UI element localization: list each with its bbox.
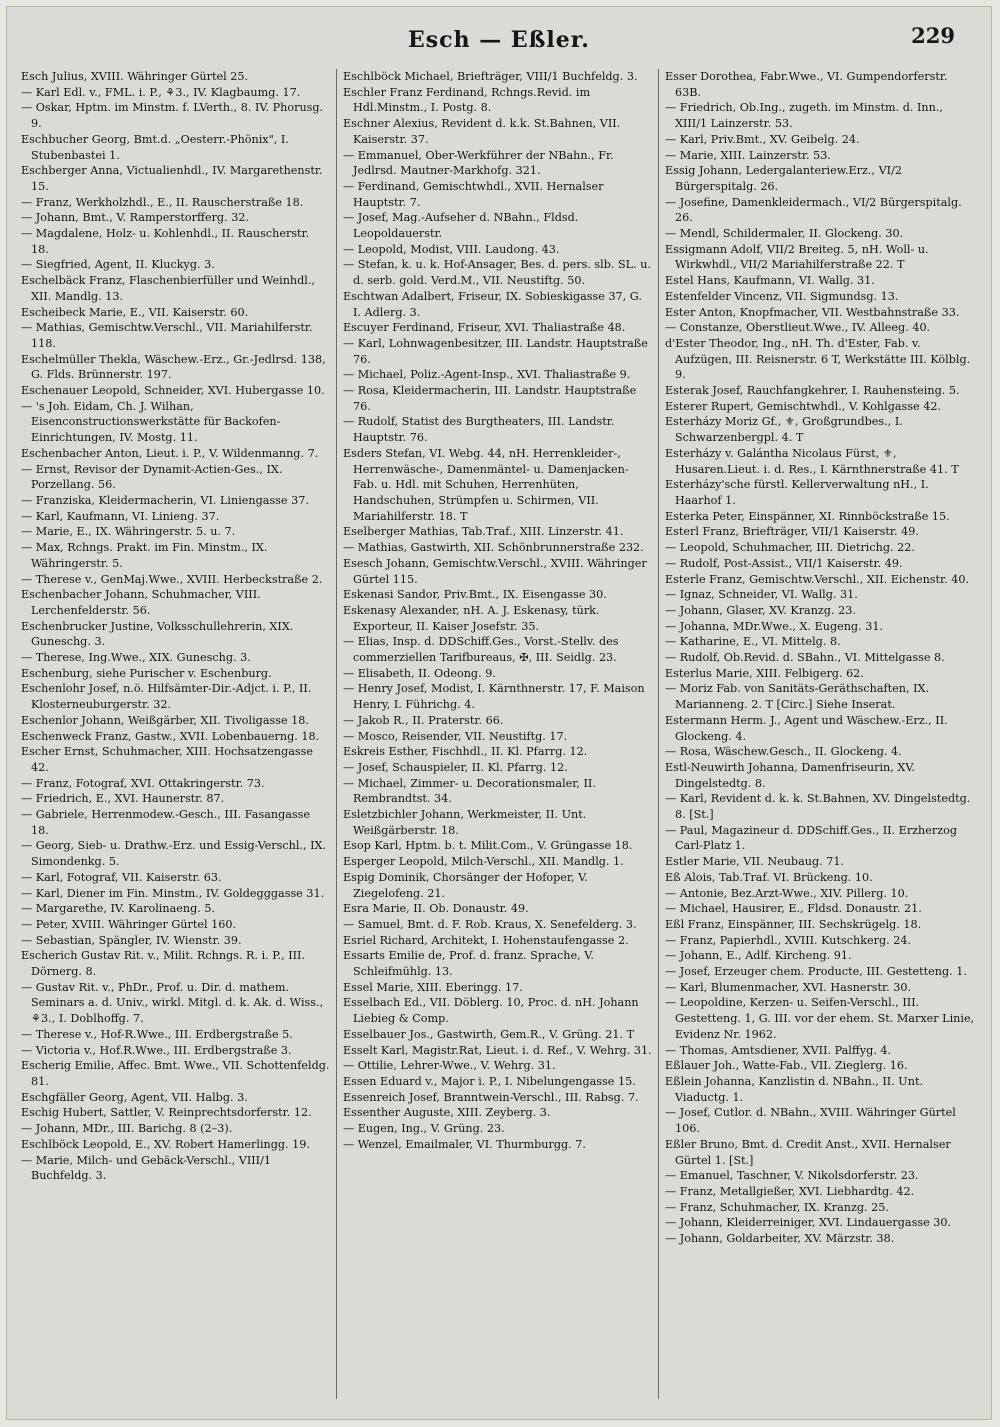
directory-entry: — Ottilie, Lehrer-Wwe., V. Wehrg. 31.	[343, 1059, 556, 1073]
directory-entry: — Franz, Metallgießer, XVI. Liebhardtg. 42.	[665, 1184, 915, 1198]
directory-entry: Eschenlor Johann, Weißgärber, XII. Tivoligasse 18.	[21, 713, 309, 727]
directory-entry: — Peter, XVIII. Währinger Gürtel 160.	[21, 917, 237, 931]
directory-entry: — Karl, Priv.Bmt., XV. Geibelg. 24.	[665, 132, 860, 146]
directory-entry: Essig Johann, Ledergalanteriew.Erz., VI/2 Bürgerspitalg. 26.	[665, 164, 902, 193]
directory-entry: Essen Eduard v., Major i. P., I. Nibelungengasse 15.	[343, 1075, 636, 1088]
directory-entry: Eßler Bruno, Bmt. d. Credit Anst., XVII. Hernalser Gürtel 1. [St.]	[665, 1137, 951, 1167]
directory-entry: Eskenasy Alexander, nH. A. J. Eskenasy, türk. Exporteur, II. Kaiser Josefstr. 35.	[343, 603, 600, 633]
directory-entry: — Karl Edl. v., FML. i. P., ⚘3., IV. Klagbaumg. 17.	[21, 85, 301, 99]
directory-entry: Ester Anton, Knopfmacher, VII. Westbahnstraße 33.	[665, 305, 960, 319]
directory-entry: — Johanna, MDr.Wwe., X. Eugeng. 31.	[665, 619, 883, 633]
directory-entry: — Friedrich, E., XVI. Haunerstr. 87.	[21, 792, 225, 806]
page-title: Esch — Eßler.	[408, 27, 590, 53]
directory-entry: — Johann, Bmt., V. Ramperstorfferg. 32.	[21, 211, 249, 225]
directory-entry: — Franz, Werkholzhdl., E., II. Rauscherstraße 18.	[21, 195, 304, 209]
directory-entry: — Eugen, Ing., V. Grüng. 23.	[343, 1122, 505, 1136]
directory-entry: — Ferdinand, Gemischtwhdl., XVII. Hernalser Hauptstr. 7.	[343, 179, 604, 209]
directory-entry: Essenther Auguste, XIII. Zeyberg. 3.	[343, 1106, 551, 1120]
directory-entry: Eßlauer Joh., Watte-Fab., VII. Zieglerg. 16.	[665, 1059, 908, 1073]
directory-entry: — Josef, Cutlor. d. NBahn., XVIII. Währinger Gürtel 106.	[665, 1106, 956, 1136]
directory-entry: Eschgfäller Georg, Agent, VII. Halbg. 3.	[21, 1090, 248, 1104]
directory-entry: — Siegfried, Agent, II. Kluckyg. 3.	[21, 258, 215, 272]
directory-entry: Esra Marie, II. Ob. Donaustr. 49.	[343, 902, 529, 916]
directory-entry: Eskenasi Sandor, Priv.Bmt., IX. Eisengasse 30.	[343, 588, 607, 602]
directory-entry: — Marie, Milch- und Gebäck-Verschl., VIII/1 Buchfeldg. 3.	[21, 1153, 271, 1183]
directory-entry: Eßlein Johanna, Kanzlistin d. NBahn., II. Unt. Viaductg. 1.	[665, 1075, 923, 1104]
directory-entry: — Michael, Hausirer, E., Fldsd. Donaustr. 21.	[665, 902, 922, 916]
directory-entry: Esterle Franz, Gemischtw.Verschl., XII. Eichenstr. 40.	[665, 572, 970, 586]
directory-entry: — Mosco, Reisender, VII. Neustiftg. 17.	[343, 729, 568, 743]
directory-entry: Estermann Herm. J., Agent und Wäschew.-Erz., II. Glockeng. 4.	[665, 713, 948, 743]
directory-entry: — Leopold, Modist, VIII. Laudong. 43.	[343, 242, 560, 256]
directory-entry: — Josef, Schauspieler, II. Kl. Pfarrg. 12.	[343, 760, 568, 774]
directory-entry: Eschenlohr Josef, n.ö. Hilfsämter-Dir.-Adjct. i. P., II. Klosterneuburgerstr. 32.	[21, 682, 312, 712]
directory-entry: — Ignaz, Schneider, VI. Wallg. 31.	[665, 588, 858, 602]
directory-entry: — Johann, Kleiderreiniger, XVI. Lindauergasse 30.	[665, 1216, 952, 1230]
directory-entry: Esesch Johann, Gemischtw.Verschl., XVIII. Währinger Gürtel 115.	[343, 556, 647, 586]
directory-entry: Esterlus Marie, XIII. Felbigerg. 62.	[665, 666, 864, 680]
directory-entry: Esterka Peter, Einspänner, XI. Rinnböckstraße 15.	[665, 509, 950, 523]
directory-entry: Escher Ernst, Schuhmacher, XIII. Hochsatzengasse 42.	[21, 745, 313, 774]
directory-entry: — Mathias, Gemischtw.Verschl., VII. Mariahilferstr. 118.	[21, 321, 313, 350]
directory-entry: Esterházy Moriz Gf., ⚜, Großgrundbes., I. Schwarzenbergpl. 4. T	[665, 415, 903, 445]
directory-entry: — Marie, XIII. Lainzerstr. 53.	[665, 148, 831, 162]
directory-entry: Estler Marie, VII. Neubaug. 71.	[665, 855, 845, 869]
directory-entry: — Jakob R., II. Praterstr. 66.	[343, 713, 504, 727]
directory-entry: Esselbauer Jos., Gastwirth, Gem.R., V. Grüng. 21. T	[343, 1027, 635, 1041]
directory-entry: — Rudolf, Post-Assist., VII/1 Kaiserstr. 49.	[665, 556, 903, 570]
directory-entry: — Johann, Goldarbeiter, XV. Märzstr. 38.	[665, 1232, 895, 1246]
directory-entry: Esser Dorothea, Fabr.Wwe., VI. Gumpendorferstr. 63B.	[665, 70, 948, 99]
directory-entry: Escuyer Ferdinand, Friseur, XVI. Thaliastraße 48.	[343, 321, 626, 335]
directory-entry: Esch Julius, XVIII. Währinger Gürtel 25.	[21, 70, 249, 83]
directory-entry: — Therese v., GenMaj.Wwe., XVIII. Herbeckstraße 2.	[21, 572, 323, 586]
directory-entry: — Michael, Poliz.-Agent-Insp., XVI. Thaliastraße 9.	[343, 368, 631, 382]
directory-entry: — Franz, Schuhmacher, IX. Kranzg. 25.	[665, 1200, 889, 1214]
directory-entry: Eschler Franz Ferdinand, Rchngs.Revid. im Hdl.Minstm., I. Postg. 8.	[343, 85, 591, 115]
directory-entry: Escheibeck Marie, E., VII. Kaiserstr. 60.	[21, 305, 249, 319]
directory-entry: Esterházy'sche fürstl. Kellerverwaltung nH., I. Haarhof 1.	[665, 478, 929, 507]
directory-entry: — Rosa, Kleidermacherin, III. Landstr. Hauptstraße 76.	[343, 384, 637, 413]
directory-entry: — Stefan, k. u. k. Hof-Ansager, Bes. d. pers. slb. SL. u. d. serb. gold. Verd.M., VII. Neustiftg. 50.	[343, 258, 651, 288]
directory-entry: — Emmanuel, Ober-Werkführer der NBahn., Fr. Jedlrsd. Mautner-Markhofg. 321.	[343, 148, 614, 178]
directory-entry: — Emanuel, Taschner, V. Nikolsdorferstr. 23.	[665, 1169, 919, 1183]
directory-entry: Eschberger Anna, Victualienhdl., IV. Margarethenstr. 15.	[21, 164, 323, 193]
directory-entry: — Rudolf, Ob.Revid. d. SBahn., VI. Mittelgasse 8.	[665, 651, 945, 665]
directory-entry: Esterak Josef, Rauchfangkehrer, I. Rauhensteing. 5.	[665, 384, 960, 398]
directory-entry: — Wenzel, Emailmaler, VI. Thurmburgg. 7.	[343, 1137, 586, 1151]
directory-entry: Eschig Hubert, Sattler, V. Reinprechtsdorferstr. 12.	[21, 1106, 312, 1120]
directory-entry: Eselberger Mathias, Tab.Traf., XIII. Linzerstr. 41.	[343, 525, 624, 539]
directory-entry: — Franziska, Kleidermacherin, VI. Liniengasse 37.	[21, 493, 309, 507]
directory-entry: Esders Stefan, VI. Webg. 44, nH. Herrenkleider-, Herrenwäsche-, Damenmäntel- u. Damenjacken-Fab. u. Hdl. mit Schuhen, Herrenhüten, Handschuhen, Strümpfen u. Schirmen, VII. Mariahilferstr. 18. T	[343, 446, 629, 523]
directory-entry: — Antonie, Bez.Arzt-Wwe., XIV. Pillerg. 10.	[665, 886, 909, 900]
directory-page	[6, 6, 992, 1420]
directory-entry: Eschenbacher Anton, Lieut. i. P., V. Wildenmanng. 7.	[21, 446, 319, 460]
directory-entry: Esop Karl, Hptm. b. t. Milit.Com., V. Grüngasse 18.	[343, 839, 633, 853]
directory-entry: — Johann, Glaser, XV. Kranzg. 23.	[665, 603, 856, 617]
directory-entry: Eschlböck Michael, Briefträger, VIII/1 Buchfeldg. 3.	[343, 70, 638, 83]
directory-entry: — Karl, Lohnwagenbesitzer, III. Landstr. Hauptstraße 76.	[343, 336, 648, 366]
directory-entry: Eschenbacher Johann, Schuhmacher, VIII. Lerchenfelderstr. 56.	[21, 588, 261, 617]
directory-entry: — Marie, E., IX. Währingerstr. 5. u. 7.	[21, 525, 236, 539]
directory-entry: Eschner Alexius, Revident d. k.k. St.Bahnen, VII. Kaiserstr. 37.	[343, 117, 621, 146]
directory-entry: — Karl, Revident d. k. k. St.Bahnen, XV. Dingelstedtg. 8. [St.]	[665, 792, 971, 822]
directory-entry: — Gustav Rit. v., PhDr., Prof. u. Dir. d. mathem. Seminars a. d. Univ., wirkl. Mitgl. d. k. Ak. d. Wiss., ⚘3., I. Doblhoffg. 7.	[21, 980, 324, 1026]
directory-entry: Esriel Richard, Architekt, I. Hohenstaufengasse 2.	[343, 933, 629, 947]
directory-entry: Eschelmüller Thekla, Wäschew.-Erz., Gr.-Jedlrsd. 138, G. Flds. Brünnerstr. 197.	[21, 352, 326, 382]
directory-entry: — Mendl, Schildermaler, II. Glockeng. 30.	[665, 227, 904, 241]
directory-entry: — Margarethe, IV. Karolinaeng. 5.	[21, 902, 216, 916]
directory-entry: Essarts Emilie de, Prof. d. franz. Sprache, V. Schleifmühlg. 13.	[343, 949, 594, 979]
column-2	[337, 69, 659, 1399]
directory-entry: Esterer Rupert, Gemischtwhdl., V. Kohlgasse 42.	[665, 399, 941, 413]
directory-entry: — Georg, Sieb- u. Drathw.-Erz. und Essig-Verschl., IX. Simondenkg. 5.	[21, 839, 327, 869]
directory-entry: — Elias, Insp. d. DDSchiff.Ges., Vorst.-Stellv. des commerziellen Tarifbureaus, ✠, III. Seidlg. 23.	[343, 635, 619, 665]
directory-entry: — Magdalene, Holz- u. Kohlenhdl., II. Rauscherstr. 18.	[21, 227, 310, 256]
directory-entry: — Sebastian, Spängler, IV. Wienstr. 39.	[21, 933, 242, 947]
directory-entry: — Franz, Papierhdl., XVIII. Kutschkerg. 24.	[665, 933, 912, 947]
page-header	[7, 23, 991, 61]
directory-entry: — Franz, Fotograf, XVI. Ottakringerstr. 73.	[21, 776, 265, 790]
directory-entry: — Karl, Blumenmacher, XVI. Hasnerstr. 30.	[665, 980, 912, 994]
directory-entry: — Leopold, Schuhmacher, III. Dietrichg. 22.	[665, 541, 915, 555]
directory-entry: Esterl Franz, Briefträger, VII/1 Kaiserstr. 49.	[665, 525, 919, 539]
directory-entry: — Josef, Mag.-Aufseher d. NBahn., Fldsd. Leopoldauerstr.	[343, 211, 579, 241]
directory-entry: Escherig Emilie, Affec. Bmt. Wwe., VII. Schottenfeldg. 81.	[21, 1059, 330, 1088]
directory-entry: Esperger Leopold, Milch-Verschl., XII. Mandlg. 1.	[343, 855, 624, 869]
directory-entry: — Rudolf, Statist des Burgtheaters, III. Landstr. Hauptstr. 76.	[343, 415, 615, 445]
directory-entry: Eschbucher Georg, Bmt.d. „Oesterr.-Phönix", I. Stubenbastei 1.	[21, 132, 289, 162]
directory-entry: d'Ester Theodor, Ing., nH. Th. d'Ester, Fab. v. Aufzügen, III. Reisnerstr. 6 T, Werkstätte III. Kölblg. 9.	[665, 336, 971, 382]
directory-entry: — Samuel, Bmt. d. F. Rob. Kraus, X. Senefelderg. 3.	[343, 917, 637, 931]
directory-entry: — Moriz Fab. von Sanitäts-Geräthschaften, IX. Marianneng. 2. T [Circ.] Siehe Inserat.	[665, 682, 930, 712]
directory-entry: Eß Alois, Tab.Traf. VI. Brückeng. 10.	[665, 870, 873, 884]
directory-entry: Eschenbrucker Justine, Volksschullehrerin, XIX. Guneschg. 3.	[21, 619, 294, 649]
directory-entry: — Johann, E., Adlf. Kircheng. 91.	[665, 949, 852, 963]
directory-entry: — Karl, Kaufmann, VI. Linieng. 37.	[21, 509, 220, 523]
column-3	[659, 69, 981, 1399]
page-number: 229	[911, 23, 955, 48]
directory-entry: — Therese, Ing.Wwe., XIX. Guneschg. 3.	[21, 651, 251, 665]
directory-entry: Eschlböck Leopold, E., XV. Robert Hamerlingg. 19.	[21, 1137, 310, 1151]
directory-entry: Esselbach Ed., VII. Döblerg. 10, Proc. d. nH. Johann Liebieg & Comp.	[343, 996, 639, 1026]
directory-entry: — Karl, Fotograf, VII. Kaiserstr. 63.	[21, 870, 222, 884]
directory-entry: Estenfelder Vincenz, VII. Sigmundsg. 13.	[665, 289, 899, 303]
directory-entry: Essigmann Adolf, VII/2 Breiteg. 5, nH. Woll- u. Wirkwhdl., VII/2 Mariahilferstraße 22. T	[665, 242, 929, 272]
directory-entry: Eschtwan Adalbert, Friseur, IX. Sobieskigasse 37, G. I. Adlerg. 3.	[343, 289, 642, 319]
directory-entry: — Thomas, Amtsdiener, XVII. Palffyg. 4.	[665, 1043, 892, 1057]
directory-entry: Espig Dominik, Chorsänger der Hofoper, V. Ziegelofeng. 21.	[343, 870, 588, 900]
directory-entry: Estel Hans, Kaufmann, VI. Wallg. 31.	[665, 274, 875, 288]
directory-entry: Eßl Franz, Einspänner, III. Sechskrügelg. 18.	[665, 917, 922, 931]
directory-entry: — Friedrich, Ob.Ing., zugeth. im Minstm. d. Inn., XIII/1 Lainzerstr. 53.	[665, 101, 943, 131]
directory-entry: Eschenburg, siehe Purischer v. Eschenburg.	[21, 666, 272, 680]
directory-entry: Essel Marie, XIII. Eberingg. 17.	[343, 980, 523, 994]
directory-entry: — Josefine, Damenkleidermach., VI/2 Bürgerspitalg. 26.	[665, 195, 962, 225]
directory-entry: — Rosa, Wäschew.Gesch., II. Glockeng. 4.	[665, 745, 902, 759]
directory-entry: — Johann, MDr., III. Barichg. 8 (2–3).	[21, 1122, 233, 1136]
directory-entry: Esselt Karl, Magistr.Rat, Lieut. i. d. Ref., V. Wehrg. 31.	[343, 1043, 652, 1057]
directory-entry: — Katharine, E., VI. Mittelg. 8.	[665, 635, 841, 649]
directory-entry: — Mathias, Gastwirth, XII. Schönbrunnerstraße 232.	[343, 541, 644, 555]
directory-entry: — Oskar, Hptm. im Minstm. f. LVerth., 8. IV. Phorusg. 9.	[21, 101, 324, 131]
directory-entry: — Therese v., Hof-R.Wwe., III. Erdbergstraße 5.	[21, 1027, 293, 1041]
directory-entry: Eschelbäck Franz, Flaschenbierfüller und Weinhdl., XII. Mandlg. 13.	[21, 274, 315, 303]
directory-entry: — Paul, Magazineur d. DDSchiff.Ges., II. Erzherzog Carl-Platz 1.	[665, 823, 958, 853]
directory-entry: Eskreis Esther, Fischhdl., II. Kl. Pfarrg. 12.	[343, 745, 588, 759]
directory-entry: — Karl, Diener im Fin. Minstm., IV. Goldegggasse 31.	[21, 886, 325, 900]
directory-entry: Esterházy v. Galántha Nicolaus Fürst, ⚜, Husaren.Lieut. i. d. Res., I. Kärnthnerstraße 41. T	[665, 446, 959, 476]
directory-entry: — Elisabeth, II. Odeong. 9.	[343, 666, 496, 680]
directory-entry: — Michael, Zimmer- u. Decorationsmaler, II. Rembrandtst. 34.	[343, 776, 596, 806]
directory-entry: — Josef, Erzeuger chem. Producte, III. Gestetteng. 1.	[665, 965, 967, 979]
directory-entry: — Henry Josef, Modist, I. Kärnthnerstr. 17, F. Maison Henry, I. Führichg. 4.	[343, 682, 645, 712]
directory-entry: Escherich Gustav Rit. v., Milit. Rchngs. R. i. P., III. Dörnerg. 8.	[21, 949, 306, 979]
directory-entry: Esletzbichler Johann, Werkmeister, II. Unt. Weißgärberstr. 18.	[343, 808, 587, 837]
directory-entry: Eschenauer Leopold, Schneider, XVI. Hubergasse 10.	[21, 384, 325, 398]
column-1	[15, 69, 337, 1399]
directory-entry: — Leopoldine, Kerzen- u. Seifen-Verschl., III. Gestetteng. 1, G. III. vor der ehem. St. Marxer Linie, Evidenz Nr. 1962.	[665, 996, 975, 1041]
directory-entry: — Max, Rchngs. Prakt. im Fin. Minstm., IX. Währingerstr. 5.	[21, 541, 268, 570]
directory-entry: Estl-Neuwirth Johanna, Damenfriseurin, XV. Dingelstedtg. 8.	[665, 760, 916, 790]
directory-entry: — Ernst, Revisor der Dynamit-Actien-Ges., IX. Porzellang. 56.	[21, 462, 283, 492]
directory-entry: — Gabriele, Herrenmodew.-Gesch., III. Fasangasse 18.	[21, 808, 311, 837]
directory-entry: — 's Joh. Eidam, Ch. J. Wilhan, Eisenconstructionswerkstätte für Backofen-Einrichtungen, IV. Mostg. 11.	[21, 399, 281, 445]
directory-entry: Eschenweck Franz, Gastw., XVII. Lobenbauerng. 18.	[21, 729, 320, 743]
directory-columns	[15, 69, 981, 1399]
directory-entry: Essenreich Josef, Branntwein-Verschl., III. Rabsg. 7.	[343, 1090, 639, 1104]
directory-entry: — Constanze, Oberstlieut.Wwe., IV. Alleeg. 40.	[665, 321, 931, 335]
directory-entry: — Victoria v., Hof.R.Wwe., III. Erdbergstraße 3.	[21, 1043, 292, 1057]
